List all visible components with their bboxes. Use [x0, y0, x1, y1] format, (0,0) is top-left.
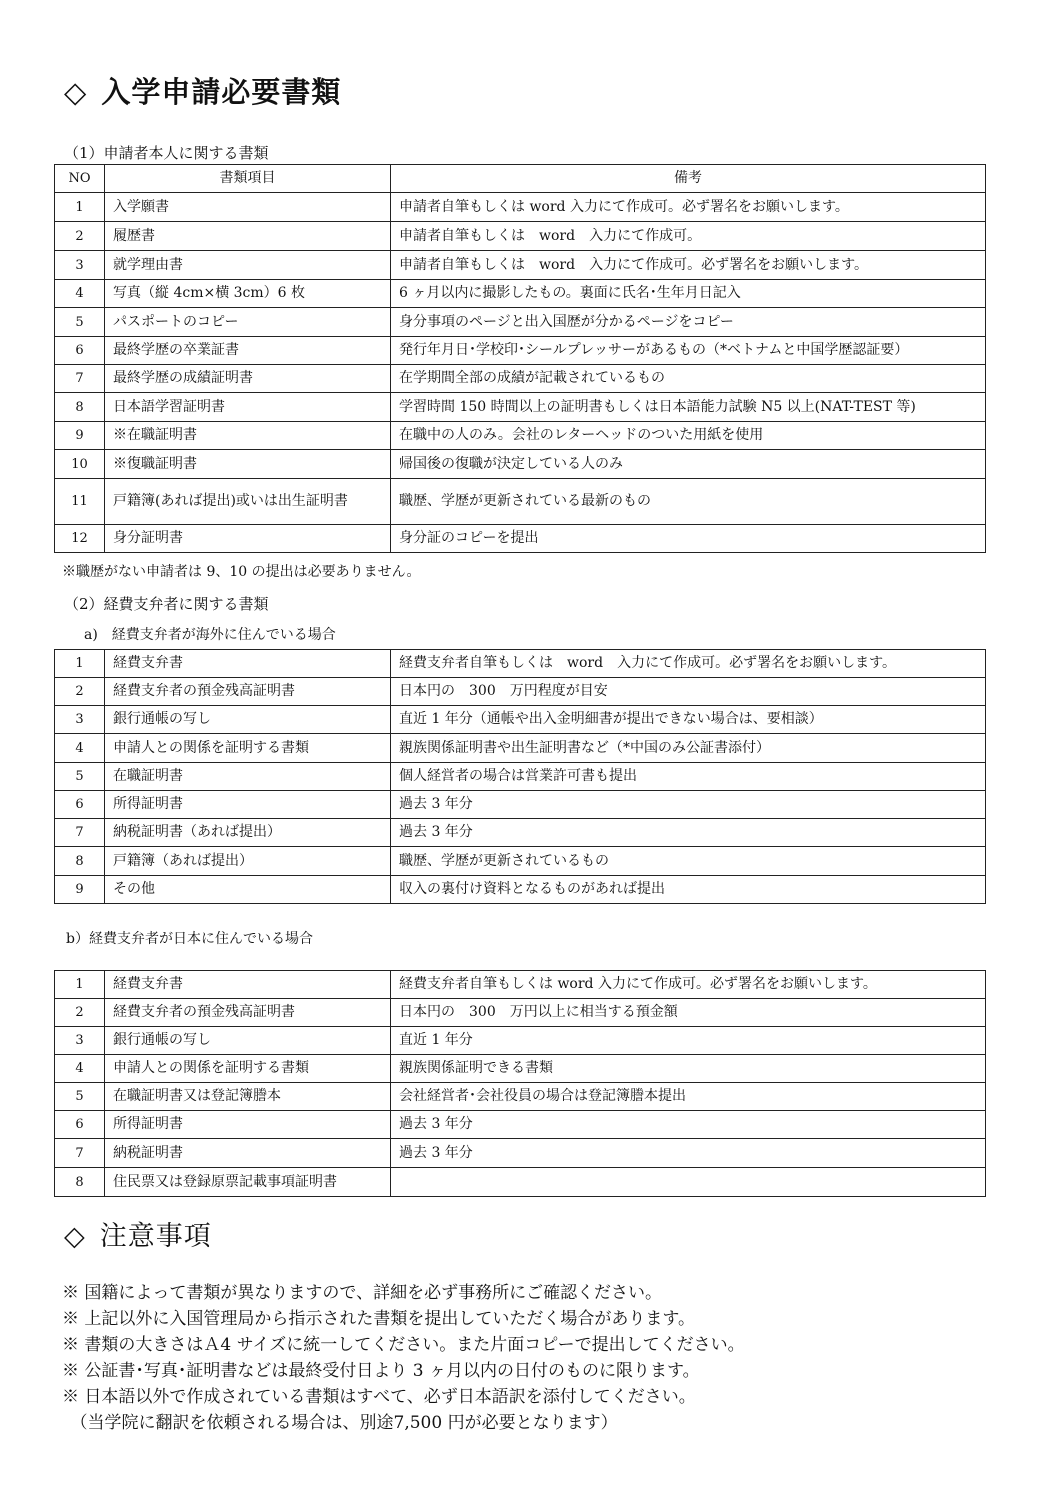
row-no: 1: [55, 650, 105, 678]
row-item: 就学理由書: [105, 251, 391, 280]
row-no: 1: [55, 971, 105, 999]
row-no: 8: [55, 1168, 105, 1197]
row-item: ※復職証明書: [105, 450, 391, 479]
table-row: [55, 308, 986, 337]
row-remark: 発行年月日･学校印･シールプレッサーがあるもの（*ベトナムと中国学歴認証要）: [391, 337, 986, 365]
notes-list: [62, 1280, 745, 1436]
row-remark: 日本円の 300 万円以上に相当する預金額: [391, 999, 986, 1027]
row-no: 6: [55, 791, 105, 819]
table-row: [55, 1055, 986, 1083]
section1-table: [54, 164, 986, 553]
row-remark: 過去 3 年分: [391, 1139, 986, 1168]
table-row: [55, 525, 986, 553]
row-remark: 申請者自筆もしくは word 入力にて作成可。必ず署名をお願いします。: [391, 193, 986, 222]
table-row: [55, 1139, 986, 1168]
row-item: 履歴書: [105, 222, 391, 251]
table-row: [55, 193, 986, 222]
row-item: 経費支弁書: [105, 971, 391, 999]
row-item: 戸籍簿（あれば提出）: [105, 847, 391, 876]
section2b-heading: b）経費支弁者が日本に住んでいる場合: [66, 931, 313, 947]
row-no: 8: [55, 847, 105, 876]
table-row: [55, 678, 986, 706]
row-item: 経費支弁者の預金残高証明書: [105, 999, 391, 1027]
row-item: 入学願書: [105, 193, 391, 222]
table-row: [55, 280, 986, 308]
table-row: [55, 763, 986, 791]
row-remark: 職歴、学歴が更新されている最新のもの: [391, 479, 986, 525]
row-item: 日本語学習証明書: [105, 393, 391, 422]
table-row: [55, 791, 986, 819]
row-item: パスポートのコピー: [105, 308, 391, 337]
row-remark: 申請者自筆もしくは word 入力にて作成可。必ず署名をお願いします。: [391, 251, 986, 280]
row-remark: 在職中の人のみ。会社のレターヘッドのついた用紙を使用: [391, 422, 986, 450]
row-no: 11: [55, 479, 105, 525]
row-no: 4: [55, 734, 105, 763]
table-row: [55, 222, 986, 251]
diamond-icon: ◇: [64, 1221, 86, 1252]
row-remark: 親族関係証明できる書類: [391, 1055, 986, 1083]
table-row: [55, 1168, 986, 1197]
row-no: 10: [55, 450, 105, 479]
row-no: 8: [55, 393, 105, 422]
row-remark: 職歴、学歴が更新されているもの: [391, 847, 986, 876]
row-remark: 過去 3 年分: [391, 819, 986, 847]
row-no: 5: [55, 763, 105, 791]
row-remark: 経費支弁者自筆もしくは word 入力にて作成可。必ず署名をお願いします。: [391, 650, 986, 678]
row-no: 7: [55, 365, 105, 393]
table-row: [55, 422, 986, 450]
row-remark: 過去 3 年分: [391, 1111, 986, 1139]
section2a-table: [54, 649, 986, 904]
table-row: [55, 251, 986, 280]
header-remark: 備考: [391, 165, 986, 193]
table-row: [55, 1083, 986, 1111]
section1-heading: （1）申請者本人に関する書類: [64, 144, 269, 162]
table-row: [55, 1027, 986, 1055]
section1-footnote: ※職歴がない申請者は 9、10 の提出は必要ありません。: [62, 564, 421, 580]
row-remark: 日本円の 300 万円程度が目安: [391, 678, 986, 706]
table-row: [55, 479, 986, 525]
header-no: NO: [55, 165, 105, 193]
note-item: ※ 書類の大きさはＡ4 サイズに統一してください。また片面コピーで提出してください。: [62, 1335, 745, 1355]
row-no: 2: [55, 999, 105, 1027]
row-no: 4: [55, 1055, 105, 1083]
diamond-icon: ◇: [64, 75, 88, 109]
section2b-table: [54, 970, 986, 1197]
row-item: 申請人との関係を証明する書類: [105, 1055, 391, 1083]
row-remark: 在学期間全部の成績が記載されているもの: [391, 365, 986, 393]
row-no: 7: [55, 1139, 105, 1168]
row-item: 住民票又は登録原票記載事項証明書: [105, 1168, 391, 1197]
row-no: 3: [55, 251, 105, 280]
table-row: [55, 337, 986, 365]
row-remark: [391, 1168, 986, 1197]
page-title-text: 入学申請必要書類: [101, 75, 342, 109]
table-row: [55, 393, 986, 422]
table-row: [55, 450, 986, 479]
table-row: [55, 999, 986, 1027]
row-remark: 過去 3 年分: [391, 791, 986, 819]
row-no: 4: [55, 280, 105, 308]
row-item: 所得証明書: [105, 791, 391, 819]
page-title: [64, 70, 341, 111]
row-item: 申請人との関係を証明する書類: [105, 734, 391, 763]
table-row: [55, 819, 986, 847]
row-item: 納税証明書（あれば提出）: [105, 819, 391, 847]
table-row: [55, 706, 986, 734]
row-no: 7: [55, 819, 105, 847]
header-item: 書類項目: [105, 165, 391, 193]
note-item: ※ 日本語以外で作成されている書類はすべて、必ず日本語訳を添付してください。: [62, 1387, 696, 1407]
row-item: 経費支弁書: [105, 650, 391, 678]
row-remark: 収入の裏付け資料となるものがあれば提出: [391, 876, 986, 904]
row-no: 6: [55, 337, 105, 365]
row-item: 戸籍簿(あれば提出)或いは出生証明書: [105, 479, 391, 525]
row-item: 身分証明書: [105, 525, 391, 553]
row-remark: 申請者自筆もしくは word 入力にて作成可。: [391, 222, 986, 251]
row-no: 9: [55, 876, 105, 904]
row-remark: 帰国後の復職が決定している人のみ: [391, 450, 986, 479]
section2a-heading: a) 経費支弁者が海外に住んでいる場合: [84, 627, 336, 643]
table-row: [55, 971, 986, 999]
row-item: 在職証明書又は登記簿謄本: [105, 1083, 391, 1111]
row-item: ※在職証明書: [105, 422, 391, 450]
note-item: ※ 公証書･写真･証明書などは最終受付日より 3 ヶ月以内の日付のものに限ります。: [62, 1361, 700, 1381]
row-no: 12: [55, 525, 105, 553]
row-no: 1: [55, 193, 105, 222]
row-item: 写真（縦 4cm×横 3cm）6 枚: [105, 280, 391, 308]
note-item: ※ 上記以外に入国管理局から指示された書類を提出していただく場合があります。: [62, 1309, 696, 1329]
row-item: 最終学歴の卒業証書: [105, 337, 391, 365]
note-item: （当学院に翻訳を依頼される場合は、別途7,500 円が必要となります）: [62, 1413, 618, 1433]
note-item: ※ 国籍によって書類が異なりますので、詳細を必ず事務所にご確認ください。: [62, 1283, 663, 1303]
row-item: 所得証明書: [105, 1111, 391, 1139]
table-row: [55, 1111, 986, 1139]
row-remark: 経費支弁者自筆もしくは word 入力にて作成可。必ず署名をお願いします。: [391, 971, 986, 999]
row-no: 5: [55, 1083, 105, 1111]
notes-title-text: 注意事項: [99, 1221, 212, 1252]
row-remark: 身分事項のページと出入国歴が分かるページをコピー: [391, 308, 986, 337]
row-no: 3: [55, 706, 105, 734]
table-row: [55, 876, 986, 904]
table-row: [55, 847, 986, 876]
row-item: 最終学歴の成績証明書: [105, 365, 391, 393]
row-item: その他: [105, 876, 391, 904]
row-no: 2: [55, 678, 105, 706]
row-no: 2: [55, 222, 105, 251]
row-remark: 直近 1 年分: [391, 1027, 986, 1055]
table-row: [55, 734, 986, 763]
row-no: 6: [55, 1111, 105, 1139]
row-item: 納税証明書: [105, 1139, 391, 1168]
row-item: 銀行通帳の写し: [105, 1027, 391, 1055]
row-remark: 直近 1 年分（通帳や出入金明細書が提出できない場合は、要相談）: [391, 706, 986, 734]
row-item: 在職証明書: [105, 763, 391, 791]
row-remark: 学習時間 150 時間以上の証明書もしくは日本語能力試験 N5 以上(NAT-TEST 等): [391, 393, 986, 422]
row-remark: 親族関係証明書や出生証明書など（*中国のみ公証書添付）: [391, 734, 986, 763]
section2-heading: （2）経費支弁者に関する書類: [64, 595, 269, 613]
table-row: [55, 365, 986, 393]
row-item: 経費支弁者の預金残高証明書: [105, 678, 391, 706]
row-no: 3: [55, 1027, 105, 1055]
row-no: 5: [55, 308, 105, 337]
notes-title: [64, 1214, 212, 1253]
table-row: [55, 650, 986, 678]
row-remark: 身分証のコピーを提出: [391, 525, 986, 553]
row-remark: 会社経営者･会社役員の場合は登記簿謄本提出: [391, 1083, 986, 1111]
row-remark: 6 ヶ月以内に撮影したもの。裏面に氏名･生年月日記入: [391, 280, 986, 308]
row-remark: 個人経営者の場合は営業許可書も提出: [391, 763, 986, 791]
row-item: 銀行通帳の写し: [105, 706, 391, 734]
row-no: 9: [55, 422, 105, 450]
table-header-row: [55, 165, 986, 193]
